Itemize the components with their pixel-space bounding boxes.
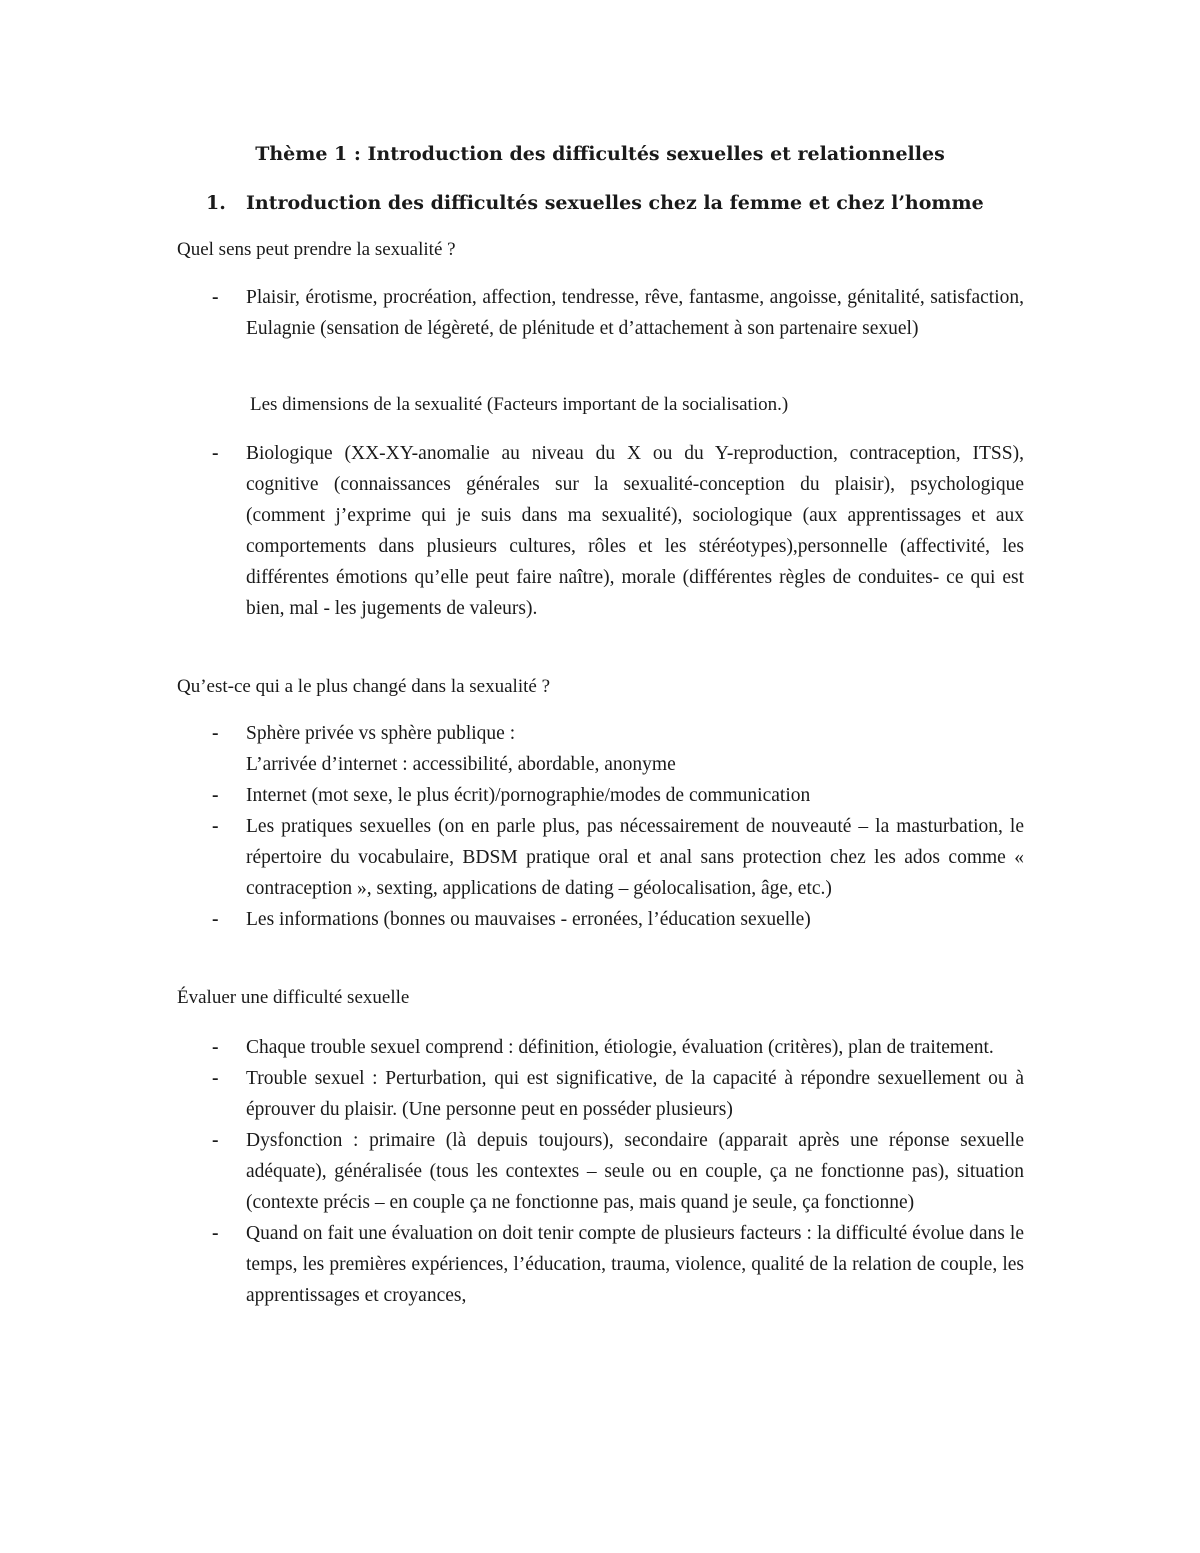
list-item: - Plaisir, érotisme, procréation, affection, tendresse, rêve, fantasme, angoisse, génitalité, satisfaction, Eulagnie (sensation de légèreté, de plénitude et d’attachement à son partenaire sexuel) [210, 282, 1024, 344]
list-item: - Les informations (bonnes ou mauvaises - erronées, l’éducation sexuelle) [210, 904, 1024, 935]
section-heading-text: Introduction des difficultés sexuelles chez la femme et chez l’homme [246, 192, 984, 214]
list-dimensions [210, 438, 1024, 624]
section-heading [206, 192, 984, 214]
question-change: Qu’est-ce qui a le plus changé dans la sexualité ? [177, 676, 550, 697]
subheading-dimensions: Les dimensions de la sexualité (Facteurs important de la socialisation.) [250, 394, 789, 415]
list-item: - Trouble sexuel : Perturbation, qui est significative, de la capacité à répondre sexuellement ou à éprouver du plaisir. (Une personne peut en posséder plusieurs) [210, 1063, 1024, 1125]
list-change [210, 718, 1024, 935]
question-evaluer: Évaluer une difficulté sexuelle [177, 987, 410, 1008]
list-item-line: - Sphère privée vs sphère publique : [246, 723, 516, 744]
section-number: 1. [206, 192, 226, 214]
list-sens [210, 282, 1024, 344]
list-item [210, 718, 1024, 780]
list-item: - Chaque trouble sexuel comprend : définition, étiologie, évaluation (critères), plan de traitement. [210, 1032, 1024, 1063]
list-item-line: L’arrivée d’internet : accessibilité, abordable, anonyme [246, 754, 676, 775]
list-item: - Dysfonction : primaire (là depuis toujours), secondaire (apparait après une réponse sexuelle adéquate), généralisée (tous les contextes – seule ou en couple, ça ne fonctionne pas), situation (contexte précis – en couple ça ne fonctionne pas, mais quand je seule, ça fonctionne) [210, 1125, 1024, 1218]
list-item: - Internet (mot sexe, le plus écrit)/pornographie/modes de communication [210, 780, 1024, 811]
list-evaluer [210, 1032, 1024, 1311]
list-item: - Quand on fait une évaluation on doit tenir compte de plusieurs facteurs : la difficulté évolue dans le temps, les premières expériences, l’éducation, trauma, violence, qualité de la relation de couple, les apprentissages et croyances, [210, 1218, 1024, 1311]
list-item: - Les pratiques sexuelles (on en parle plus, pas nécessairement de nouveauté – la masturbation, le répertoire du vocabulaire, BDSM pratique oral et anal sans protection chez les ados comme « contraception », sexting, applications de dating – géolocalisation, âge, etc.) [210, 811, 1024, 904]
list-item: - Biologique (XX-XY-anomalie au niveau du X ou du Y-reproduction, contraception, ITSS), cognitive (connaissances générales sur la sexualité-conception du plaisir), psychologique (comment j’exprime qui je suis dans ma sexualité), sociologique (aux apprentissages et aux comportements dans plusieurs cultures, rôles et les stéréotypes),personnelle (affectivité, les différentes émotions qu’elle peut faire naître), morale (différentes règles de conduites- ce qui est bien, mal - les jugements de valeurs). [210, 438, 1024, 624]
question-sens: Quel sens peut prendre la sexualité ? [177, 239, 456, 260]
page-title: Thème 1 : Introduction des difficultés sexuelles et relationnelles [255, 143, 945, 165]
